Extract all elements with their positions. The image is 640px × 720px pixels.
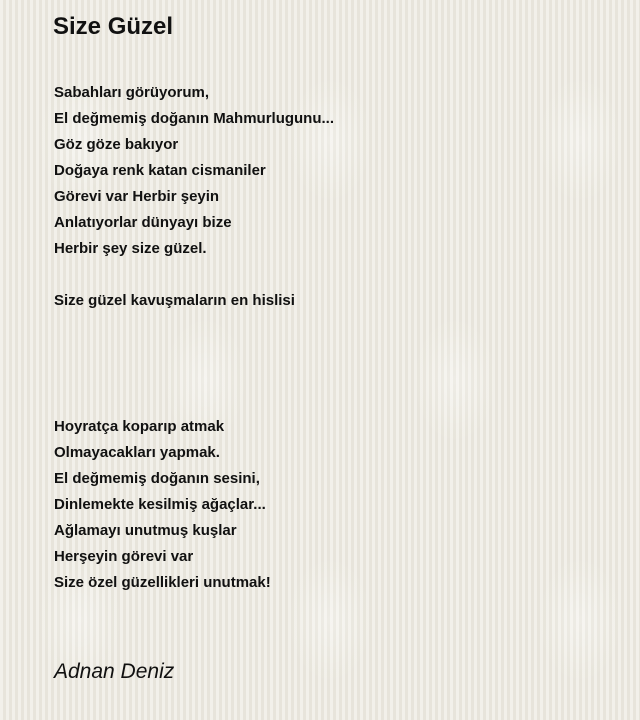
- poem-line: El değmemiş doğanın sesini,: [54, 470, 260, 487]
- poem-line: Herbir şey size güzel.: [54, 240, 207, 257]
- poem-line: El değmemiş doğanın Mahmurlugunu...: [54, 110, 335, 127]
- poem-line: Görevi var Herbir şeyin: [54, 188, 220, 205]
- poem-title: Size Güzel: [53, 13, 174, 40]
- stanza-3: [54, 414, 271, 596]
- poem-line: Size özel güzellikleri unutmak!: [54, 574, 271, 591]
- poem-line: Sabahları görüyorum,: [54, 84, 210, 101]
- poem-author: Adnan Deniz: [54, 660, 175, 683]
- poem-page: [53, 0, 613, 720]
- poem-line: Hoyratça koparıp atmak: [54, 418, 225, 435]
- poem-line: Dinlemekte kesilmiş ağaçlar...: [54, 496, 266, 513]
- stanza-2: [54, 288, 295, 314]
- poem-line: Size güzel kavuşmaların en hislisi: [54, 292, 295, 309]
- poem-line: Anlatıyorlar dünyayı bize: [54, 214, 232, 231]
- stanza-1: [54, 80, 334, 262]
- poem-line: Herşeyin görevi var: [54, 548, 194, 565]
- poem-line: Ağlamayı unutmuş kuşlar: [54, 522, 237, 539]
- poem-line: Olmayacakları yapmak.: [54, 444, 220, 461]
- poem-line: Göz göze bakıyor: [54, 136, 179, 153]
- poem-line: Doğaya renk katan cismaniler: [54, 162, 266, 179]
